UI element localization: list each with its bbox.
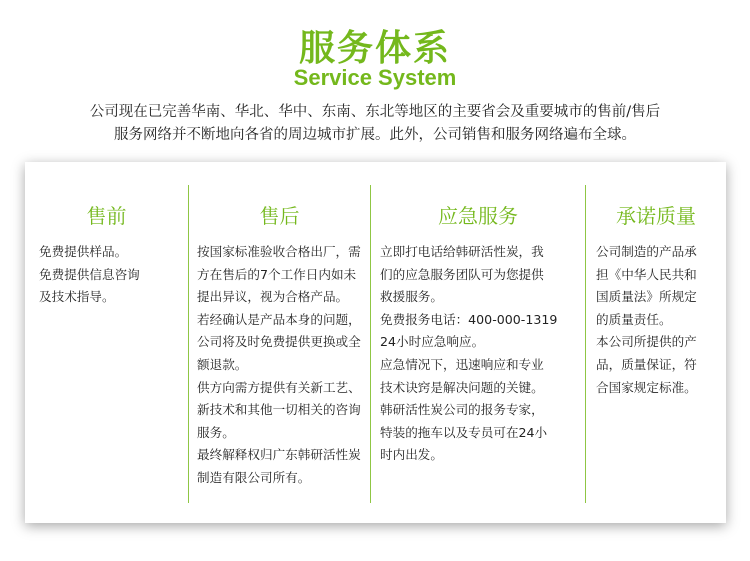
column-body [197, 241, 369, 490]
body-line: 免费提供信息咨询 [39, 266, 140, 282]
body-line: 韩研活性炭公司的报务专家， [380, 402, 544, 418]
section-subtitle: Service System [293, 65, 457, 90]
column-presale [25, 162, 188, 523]
body-line: 制造有限公司所有。 [197, 469, 311, 485]
intro-paragraph [20, 101, 730, 147]
body-line: 立即打电话给韩研活性炭，我 [380, 244, 544, 259]
body-line: 合国家规定标准。 [596, 379, 697, 395]
body-line: 公司制造的产品承 [596, 244, 697, 259]
body-line: 救援服务。 [380, 289, 443, 305]
body-line: 新技术和其他一切相关的咨询 [197, 402, 361, 418]
section-title: 服务体系 [298, 28, 451, 69]
body-line: 最终解释权归广东韩研活性炭 [197, 447, 361, 463]
body-line: 应急情况下，迅速响应和专业 [380, 356, 544, 372]
body-line: 免费报务电话：400-000-1319 [380, 311, 558, 327]
column-title: 售前 [86, 204, 127, 228]
column-title: 售后 [259, 204, 300, 228]
body-line: 若经确认是产品本身的问题， [197, 311, 361, 327]
service-panel [25, 162, 726, 523]
body-line: 供方向需方提供有关新工艺、 [197, 379, 361, 395]
body-line: 额退款。 [197, 356, 248, 372]
body-line: 担《中华人民共和 [596, 266, 697, 282]
body-line: 们的应急服务团队可为您提供 [380, 266, 544, 282]
body-line: 本公司所提供的产 [596, 334, 697, 350]
body-line: 及技术指导。 [39, 289, 115, 305]
column-body [596, 241, 726, 399]
body-line: 品，质量保证，符 [596, 356, 697, 372]
column-title: 应急服务 [438, 204, 518, 228]
intro-line: 服务网络并不断地向各省的周边城市扩展。此外，公司销售和服务网络遍布全球。 [114, 127, 636, 143]
body-line: 免费提供样品。 [39, 244, 128, 259]
column-title: 承诺质量 [616, 204, 696, 228]
body-line: 按国家标准验收合格出厂，需 [197, 244, 361, 259]
column-emergency [371, 162, 585, 523]
body-line: 时内出发。 [380, 447, 443, 463]
body-line: 特装的拖车以及专员可在24小 [380, 424, 548, 440]
column-quality [586, 162, 726, 523]
body-line: 24小时应急响应。 [380, 334, 485, 350]
column-body [39, 241, 184, 309]
column-aftersale [189, 162, 370, 523]
body-line: 的质量责任。 [596, 311, 672, 327]
body-line: 公司将及时免费提供更换或全 [197, 334, 361, 350]
body-line: 国质量法》所规定 [596, 289, 697, 305]
column-body [380, 241, 584, 467]
intro-line: 公司现在已完善华南、华北、华中、东南、东北等地区的主要省会及重要城市的售前/售后 [89, 104, 661, 120]
body-line: 技术诀窍是解决问题的关键。 [380, 379, 544, 395]
body-line: 方在售后的7个工作日内如未 [197, 266, 357, 282]
body-line: 服务。 [197, 424, 235, 440]
body-line: 提出异议，视为合格产品。 [197, 289, 349, 305]
